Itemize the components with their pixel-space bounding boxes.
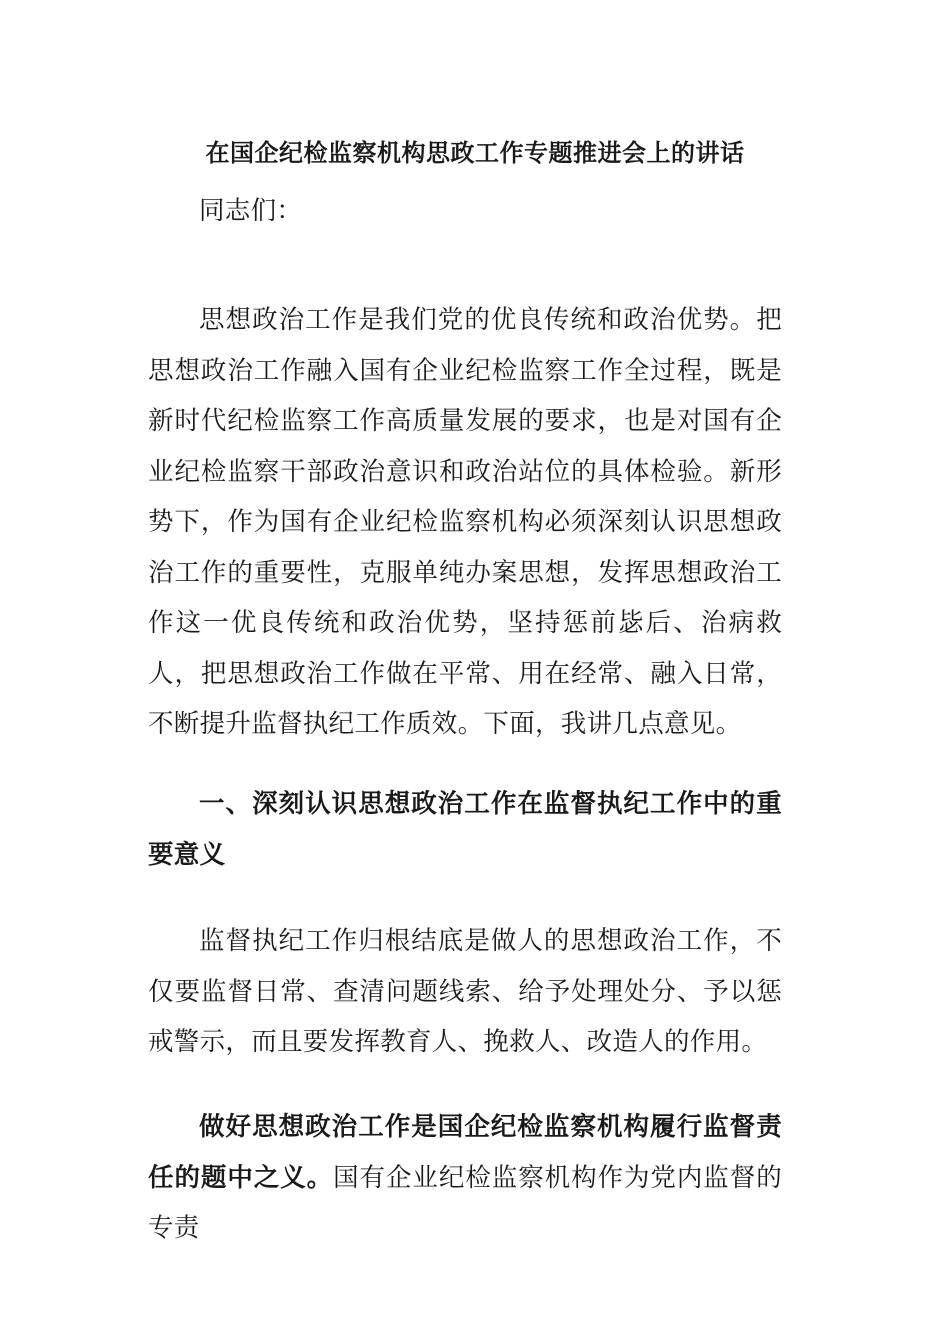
paragraph-intro: 思想政治工作是我们党的优良传统和政治优势。把思想政治工作融入国有企业纪检监察工作全过程，既是新时代纪检监察工作高质量发展的要求，也是对国有企业纪检监察干部政治意识和政治站位的具体检验。新形势下，作为国有企业纪检监察机构必须深刻认识思想政治工作的重要性，克服单纯办案思想，发挥思想政治工作这一优良传统和政治优势，坚持惩前毖后、治病救人，把思想政治工作做在平常、用在经常、融入日常，不断提升监督执纪工作质效。下面，我讲几点意见。: [148, 305, 782, 739]
paragraph-lead-sentence: 做好思想政治工作是国企纪检监察机构履行监督责任的题中之义。: [148, 1112, 782, 1193]
paragraph-section-1-point-1: [148, 1102, 782, 1254]
section-heading-1: 一、深刻认识思想政治工作在监督执纪工作中的重要意义: [148, 789, 782, 870]
greeting: 同志们：: [199, 196, 303, 226]
paragraph-section-1: 监督执纪工作归根结底是做人的思想政治工作，不仅要监督日常、查清问题线索、给予处理处分、予以惩戒警示，而且要发挥教育人、挽救人、改造人的作用。: [148, 926, 782, 1057]
paragraph-body-text: 国有企业纪检监察机构作为党内监督的专责: [148, 1162, 782, 1243]
document-title: 在国企纪检监察机构思政工作专题推进会上的讲话: [205, 138, 745, 167]
